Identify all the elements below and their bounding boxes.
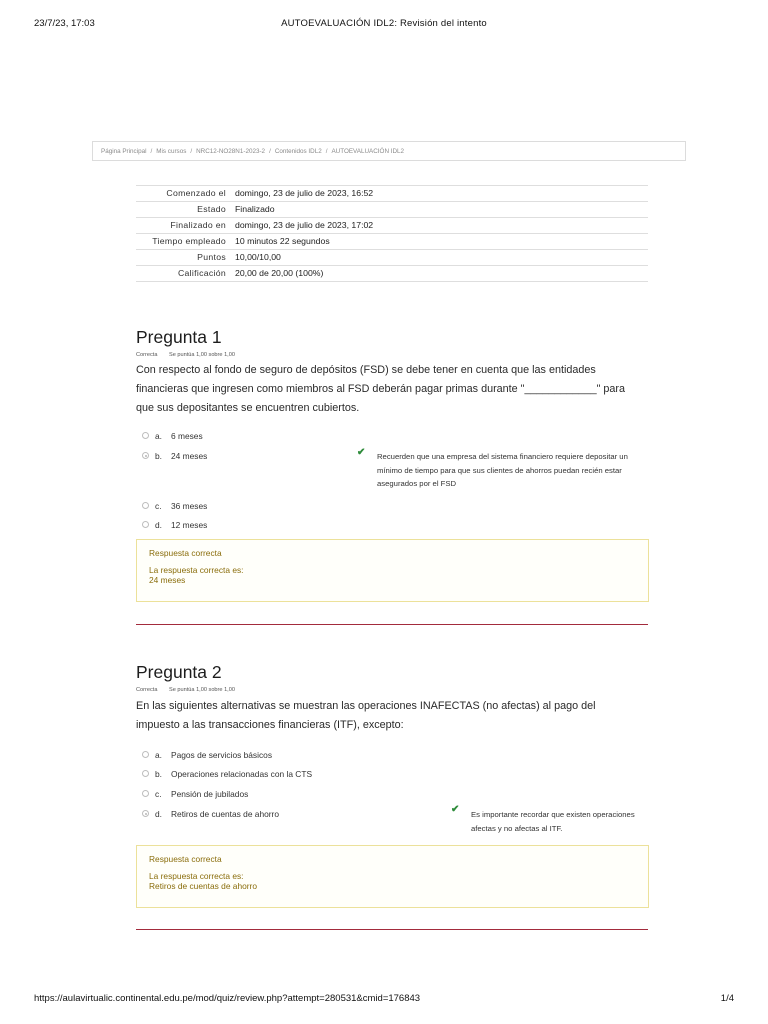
summary-value: 10 minutos 22 segundos bbox=[235, 236, 330, 246]
check-icon: ✔ bbox=[451, 804, 460, 815]
summary-row bbox=[136, 234, 648, 250]
print-page-number: 1/4 bbox=[720, 993, 734, 1004]
summary-value: domingo, 23 de julio de 2023, 17:02 bbox=[235, 220, 374, 230]
print-title: AUTOEVALUACIÓN IDL2: Revisión del intento bbox=[281, 18, 487, 29]
summary-label: Tiempo empleado bbox=[152, 236, 226, 246]
radio-icon[interactable] bbox=[142, 432, 149, 439]
summary-row bbox=[136, 266, 648, 282]
option-letter: c. bbox=[155, 789, 162, 799]
radio-icon[interactable] bbox=[142, 810, 149, 817]
summary-row bbox=[136, 218, 648, 234]
option-letter: d. bbox=[155, 809, 162, 819]
breadcrumb-separator: / bbox=[325, 148, 328, 155]
option-letter: a. bbox=[155, 750, 162, 760]
breadcrumb-course[interactable]: NRC12-NO28N1-2023-2 bbox=[196, 148, 266, 155]
breadcrumb-quiz[interactable]: AUTOEVALUACIÓN IDL2 bbox=[331, 148, 405, 155]
summary-value: domingo, 23 de julio de 2023, 16:52 bbox=[235, 188, 374, 198]
answer-option[interactable] bbox=[142, 501, 207, 511]
question-status: Correcta bbox=[136, 687, 158, 693]
answer-option[interactable] bbox=[142, 750, 272, 760]
radio-icon[interactable] bbox=[142, 502, 149, 509]
question-divider bbox=[136, 929, 648, 930]
option-text: 36 meses bbox=[171, 501, 208, 511]
summary-row bbox=[136, 186, 648, 202]
question-divider bbox=[136, 624, 648, 625]
option-feedback: Recuerden que una empresa del sistema financiero requiere depositar un mínimo de tiempo para que sus clientes de ahorros puedan recién estar asegurados por el FSD bbox=[377, 452, 628, 488]
answer-value: 24 meses bbox=[149, 575, 186, 585]
question-title: Pregunta 2 bbox=[136, 662, 222, 682]
answer-option[interactable] bbox=[142, 520, 207, 530]
radio-icon[interactable] bbox=[142, 770, 149, 777]
breadcrumb bbox=[92, 141, 686, 161]
summary-value: Finalizado bbox=[235, 204, 275, 214]
radio-icon[interactable] bbox=[142, 452, 149, 459]
question-title: Pregunta 1 bbox=[136, 327, 222, 347]
radio-icon[interactable] bbox=[142, 521, 149, 528]
option-text: 24 meses bbox=[171, 451, 208, 461]
answer-status-label: Respuesta correcta bbox=[149, 854, 222, 864]
summary-label: Finalizado en bbox=[170, 220, 226, 230]
summary-value: 20,00 de 20,00 (100%) bbox=[235, 268, 324, 278]
breadcrumb-separator: / bbox=[269, 148, 271, 155]
summary-label: Comenzado el bbox=[166, 188, 226, 198]
question-score: Se puntúa 1,00 sobre 1,00 bbox=[169, 687, 235, 693]
summary-value: 10,00/10,00 bbox=[235, 252, 281, 262]
option-letter: b. bbox=[155, 769, 162, 779]
summary-label: Calificación bbox=[177, 268, 226, 278]
breadcrumb-separator: / bbox=[150, 148, 153, 155]
option-letter: b. bbox=[155, 451, 162, 461]
correct-answer-box bbox=[136, 539, 649, 602]
question-meta bbox=[136, 687, 235, 693]
breadcrumb-separator: / bbox=[190, 148, 193, 155]
option-text: 12 meses bbox=[171, 520, 208, 530]
question-text: Con respecto al fondo de seguro de depósitos (FSD) se debe tener en cuenta que las entidades financieras que ingresen como miembros al FSD deberán pagar primas durante "____________" para que sus depositantes se encuentren cubiertos. bbox=[136, 364, 626, 414]
answer-intro: La respuesta correcta es: bbox=[149, 565, 244, 575]
summary-row bbox=[136, 250, 648, 266]
option-text: Pensión de jubilados bbox=[171, 789, 249, 799]
question-meta bbox=[136, 352, 235, 358]
answer-intro: La respuesta correcta es: bbox=[149, 871, 244, 881]
summary-label: Puntos bbox=[197, 252, 226, 262]
answer-status-label: Respuesta correcta bbox=[149, 548, 222, 558]
answer-option[interactable] bbox=[142, 451, 207, 461]
answer-value: Retiros de cuentas de ahorro bbox=[149, 881, 258, 891]
option-text: Operaciones relacionadas con la CTS bbox=[171, 769, 313, 779]
check-icon: ✔ bbox=[357, 447, 366, 458]
radio-icon[interactable] bbox=[142, 790, 149, 797]
question-status: Correcta bbox=[136, 352, 158, 358]
print-date: 23/7/23, 17:03 bbox=[34, 18, 95, 29]
summary-label: Estado bbox=[197, 204, 226, 214]
breadcrumb-home[interactable]: Página Principal bbox=[101, 148, 147, 155]
option-letter: d. bbox=[155, 520, 162, 530]
summary-row bbox=[136, 202, 648, 218]
correct-answer-box bbox=[136, 845, 649, 908]
attempt-summary-table bbox=[136, 185, 648, 282]
breadcrumb-my-courses[interactable]: Mis cursos bbox=[156, 148, 187, 155]
option-text: Pagos de servicios básicos bbox=[171, 750, 273, 760]
option-letter: c. bbox=[155, 501, 162, 511]
breadcrumb-section[interactable]: Contenidos IDL2 bbox=[274, 148, 322, 155]
option-text: 6 meses bbox=[171, 431, 203, 441]
answer-option[interactable] bbox=[142, 431, 203, 441]
option-feedback: Es importante recordar que existen operaciones afectas y no afectas al ITF. bbox=[471, 810, 635, 833]
answer-option[interactable] bbox=[142, 769, 312, 779]
option-text: Retiros de cuentas de ahorro bbox=[171, 809, 280, 819]
question-text: En las siguientes alternativas se muestran las operaciones INAFECTAS (no afectas) al pago del impuesto a las transacciones financieras (ITF), excepto: bbox=[136, 700, 596, 731]
answer-option[interactable] bbox=[142, 809, 279, 819]
radio-icon[interactable] bbox=[142, 751, 149, 758]
answer-option[interactable] bbox=[142, 789, 248, 799]
print-url: https://aulavirtualic.continental.edu.pe/mod/quiz/review.php?attempt=280531&cmid=176843 bbox=[34, 993, 421, 1004]
option-letter: a. bbox=[155, 431, 162, 441]
question-score: Se puntúa 1,00 sobre 1,00 bbox=[169, 352, 235, 358]
